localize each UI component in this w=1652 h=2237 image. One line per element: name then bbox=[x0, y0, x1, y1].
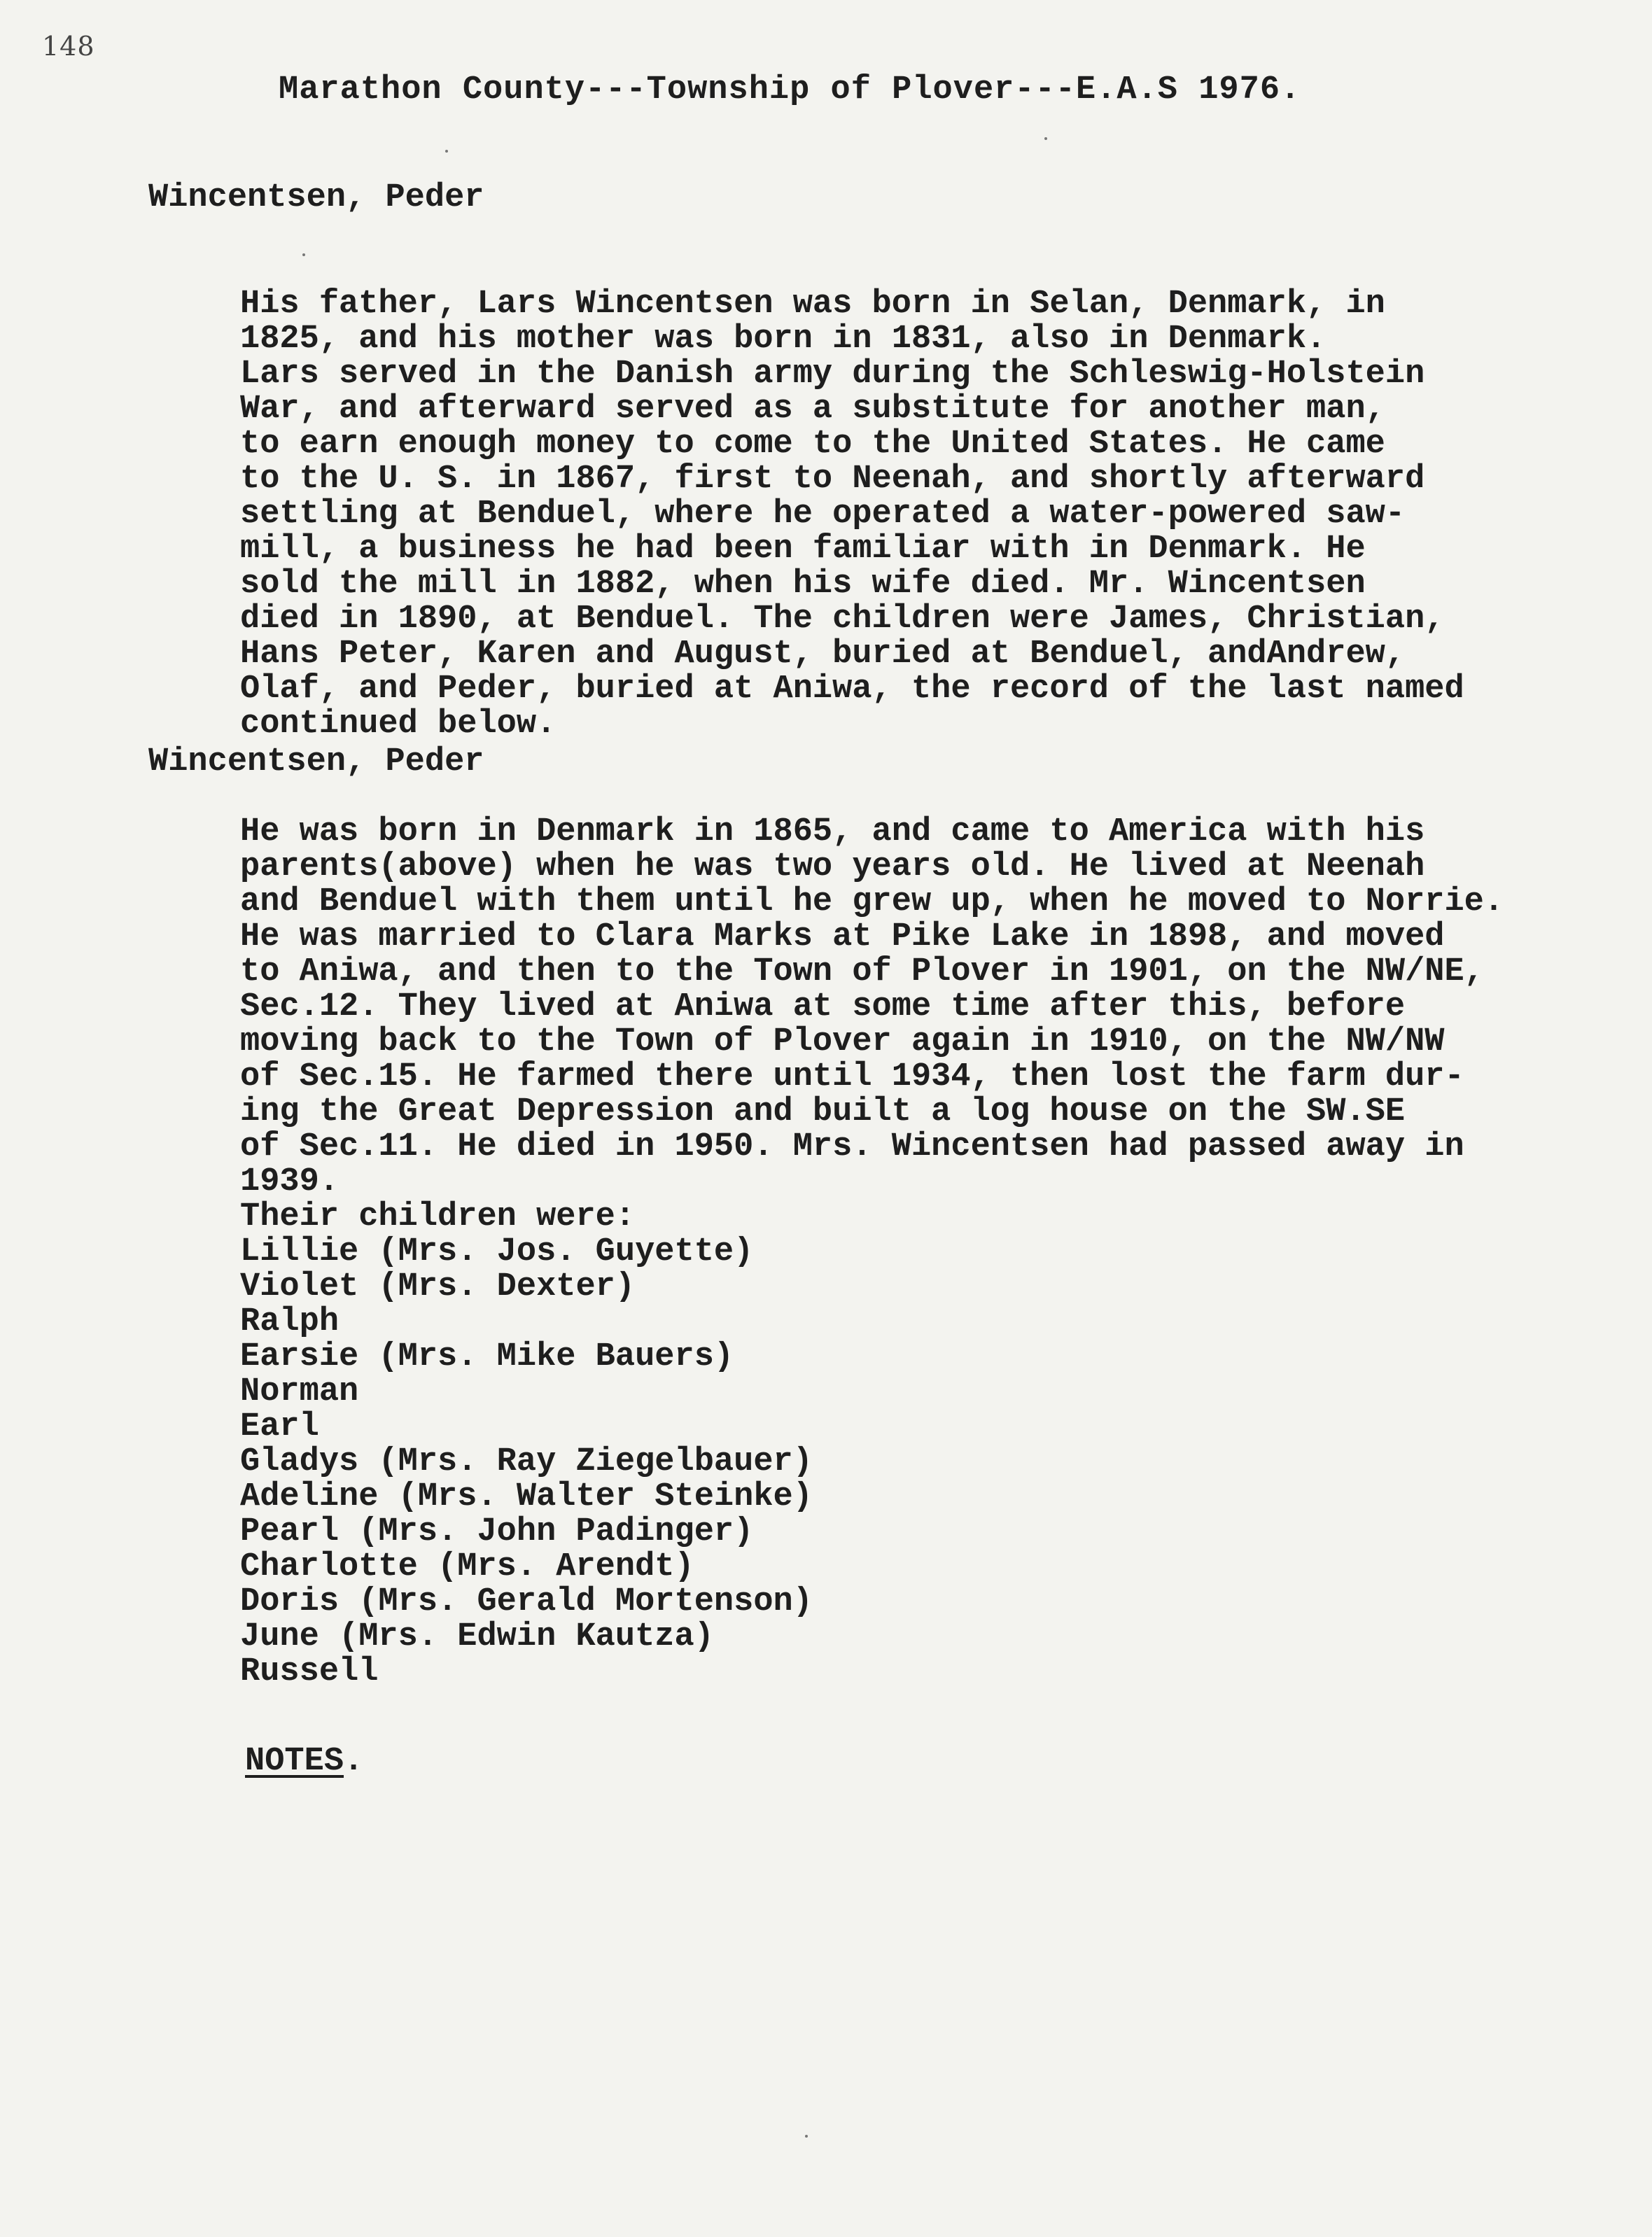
notes-heading bbox=[245, 1743, 363, 1780]
entry-body-peder bbox=[240, 815, 1605, 1690]
text-line: and Benduel with them until he grew up, when he moved to Norrie. bbox=[240, 883, 1504, 920]
child-name: Russell bbox=[240, 1653, 379, 1690]
text-line: War, and afterward served as a substitute for another man, bbox=[240, 391, 1385, 428]
text-line: moving back to the Town of Plover again in 1910, on the NW/NW bbox=[240, 1023, 1445, 1060]
child-name: Earl bbox=[240, 1408, 319, 1445]
paper-speck bbox=[805, 2135, 808, 2138]
child-name: Lillie (Mrs. Jos. Guyette) bbox=[240, 1233, 754, 1270]
entry-heading-father: Wincentsen, Peder bbox=[148, 179, 484, 216]
text-line: He was born in Denmark in 1865, and came to America with his bbox=[240, 813, 1425, 850]
paper-speck bbox=[445, 150, 448, 153]
text-line: He was married to Clara Marks at Pike Lake in 1898, and moved bbox=[240, 918, 1445, 955]
text-line: sold the mill in 1882, when his wife died. Mr. Wincentsen bbox=[240, 566, 1366, 603]
text-line: Olaf, and Peder, buried at Aniwa, the record of the last named bbox=[240, 671, 1464, 708]
notes-suffix: . bbox=[344, 1743, 364, 1780]
text-line: to the U. S. in 1867, first to Neenah, and shortly afterward bbox=[240, 461, 1425, 498]
notes-label: NOTES bbox=[245, 1743, 344, 1780]
text-line: continued below. bbox=[240, 706, 556, 743]
paper-speck bbox=[302, 253, 305, 256]
text-line: ing the Great Depression and built a log house on the SW.SE bbox=[240, 1093, 1406, 1130]
child-name: Pearl (Mrs. John Padinger) bbox=[240, 1513, 754, 1550]
children-intro: Their children were: bbox=[240, 1198, 636, 1235]
child-name: June (Mrs. Edwin Kautza) bbox=[240, 1618, 714, 1655]
child-name: Violet (Mrs. Dexter) bbox=[240, 1268, 636, 1305]
paper-speck bbox=[1044, 137, 1047, 140]
entry-body-father bbox=[240, 287, 1605, 742]
text-line: to earn enough money to come to the United States. He came bbox=[240, 426, 1385, 463]
text-line: of Sec.15. He farmed there until 1934, then lost the farm dur- bbox=[240, 1058, 1464, 1095]
text-line: His father, Lars Wincentsen was born in Selan, Denmark, in bbox=[240, 286, 1385, 323]
child-name: Earsie (Mrs. Mike Bauers) bbox=[240, 1338, 734, 1375]
text-line: 1825, and his mother was born in 1831, also in Denmark. bbox=[240, 321, 1326, 358]
page-header: Marathon County---Township of Plover---E.A.S 1976. bbox=[279, 71, 1301, 108]
text-line: 1939. bbox=[240, 1163, 340, 1200]
entry-heading-peder: Wincentsen, Peder bbox=[148, 743, 484, 780]
text-line: settling at Benduel, where he operated a water-powered saw- bbox=[240, 496, 1406, 533]
text-line: Lars served in the Danish army during the Schleswig-Holstein bbox=[240, 356, 1425, 393]
child-name: Doris (Mrs. Gerald Mortenson) bbox=[240, 1583, 813, 1620]
text-line: mill, a business he had been familiar with in Denmark. He bbox=[240, 531, 1366, 568]
text-line: died in 1890, at Benduel. The children were James, Christian, bbox=[240, 601, 1445, 638]
child-name: Ralph bbox=[240, 1303, 340, 1340]
text-line: parents(above) when he was two years old. He lived at Neenah bbox=[240, 848, 1425, 885]
text-line: of Sec.11. He died in 1950. Mrs. Wincentsen had passed away in bbox=[240, 1128, 1464, 1165]
child-name: Gladys (Mrs. Ray Ziegelbauer) bbox=[240, 1443, 813, 1480]
child-name: Adeline (Mrs. Walter Steinke) bbox=[240, 1478, 813, 1515]
text-line: Hans Peter, Karen and August, buried at Benduel, andAndrew, bbox=[240, 636, 1406, 673]
text-line: Sec.12. They lived at Aniwa at some time after this, before bbox=[240, 988, 1406, 1025]
page-number: 148 bbox=[42, 31, 95, 62]
child-name: Charlotte (Mrs. Arendt) bbox=[240, 1548, 694, 1585]
text-line: to Aniwa, and then to the Town of Plover in 1901, on the NW/NE, bbox=[240, 953, 1484, 990]
child-name: Norman bbox=[240, 1373, 359, 1410]
